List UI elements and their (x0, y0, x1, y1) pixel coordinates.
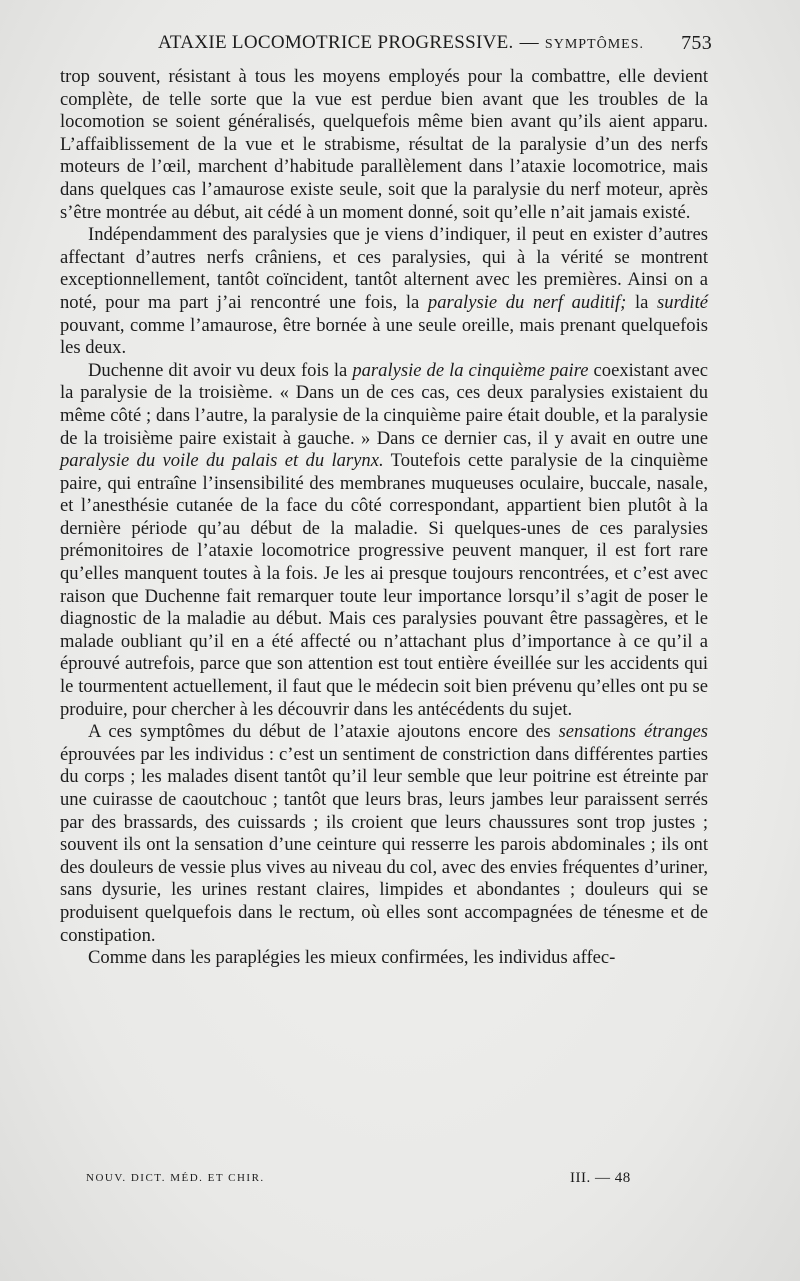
italic-run: paralysie du nerf auditif; (427, 291, 627, 313)
running-title (158, 32, 644, 54)
volume-signature: III. — 48 (570, 1170, 631, 1186)
text-run: pouvant, comme l’amaurose, être bornée à une seule oreille, mais prenant quelquefois les deux. (60, 314, 708, 359)
italic-run: surdité (657, 291, 709, 313)
text-run: la (626, 291, 658, 313)
italic-run: sensations étranges (558, 721, 708, 743)
page-number: 753 (681, 32, 712, 54)
running-header (60, 26, 712, 60)
italic-run: paralysie du voile du palais et du larynx. (60, 450, 384, 472)
text-run: Toutefois cette paralysie de la cinquième paire, qui entraîne l’insensibilité des membranes muqueuses oculaire, buccale, nasale, et l’anesthésie cutanée de la face du côté correspondant, appartient bien plutôt à la dernière période qu’au début de la maladie. Si quelques-unes de ces paralysies prémonitoires de l’ataxie locomotrice progressive peuvent manquer, il est fort rare qu’elles manquent toutes à la fois. Je les ai presque toujours rencontrées, et c’est avec raison que Duchenne fait remarquer toute leur importance lorsqu’il s’agit de poser le diagnostic de la maladie au début. Mais ces paralysies pouvant être passagères, et le malade oubliant qu’il en a été affecté ou n’attachant plus d’importance à ce qu’il a éprouvé autrefois, parce que son attention est tout entière éveillée sur les accidents qui le tourmentent actuellement, il faut que le médecin soit bien prévenu qu’elles ont pu se produire, pour chercher à les découvrir dans les antécédents du sujet. (60, 450, 708, 720)
text-run: Indépendamment des paralysies que je viens d’indiquer, il peut en exister d’autres affectant d’autres nerfs crâniens, et ces paralysies, qui à la vérité se montrent exceptionnellement, tantôt coïncident, tantôt alternent avec les premières. Ainsi on a noté, pour ma part j’ai rencontré une fois, la (60, 224, 708, 313)
text-run: trop souvent, résistant à tous les moyens employés pour la combattre, elle devient complète, de telle sorte que la vue est perdue bien avant que les troubles de la locomotion se soient généralisés, quelquefois même bien avant qu’ils aient apparu. L’affaiblissement de la vue et le strabisme, résultat de la paralysie d’un des nerfs moteurs de l’œil, marchent d’habitude parallèlement dans l’ataxie locomotrice, mais dans quelques cas l’amaurose existe seule, soit que la paralysie du nerf moteur, après s’être montrée au début, ait cédé à un moment donné, soit qu’elle n’ait jamais existé. (60, 66, 708, 223)
running-title-text: ATAXIE LOCOMOTRICE PROGRESSIVE. (158, 32, 514, 53)
page-footer (86, 1170, 646, 1190)
paragraph (60, 66, 708, 224)
body-text (60, 66, 708, 970)
text-run: Comme dans les paraplégies les mieux confirmées, les individus affec- (88, 947, 616, 969)
header-dash: — (519, 32, 539, 53)
running-section: SYMPTÔMES. (544, 37, 645, 52)
paragraph (60, 721, 708, 947)
italic-run: paralysie de la cinquième paire (352, 359, 589, 381)
printer-signature: NOUV. DICT. MÉD. ET CHIR. (86, 1172, 265, 1184)
text-run: coexistant avec la paralysie de la troisième. « Dans un de ces cas, ces deux paralysies existaient du même côté ; dans l’autre, la paralysie de la cinquième paire était double, et la paralysie de la troisième paire existait à gauche. » Dans ce dernier cas, il y avait en outre une (60, 359, 708, 449)
paragraph (60, 360, 708, 722)
text-run: A ces symptômes du début de l’ataxie ajoutons encore des (88, 721, 559, 743)
text-run: Duchenne dit avoir vu deux fois la (88, 359, 353, 381)
paragraph (60, 947, 708, 970)
text-run: éprouvées par les individus : c’est un sentiment de constriction dans différentes parties du corps ; les malades disent tantôt qu’il leur semble que leur poitrine est étreinte par une cuirasse de caoutchouc ; tantôt que leurs bras, leurs jambes leur paraissent serrés par des brassards, des cuissards ; ils croient que leurs chaussures sont trop justes ; souvent ils ont la sensation d’une ceinture qui resserre les parois abdominales ; ils ont des douleurs de vessie plus vives au niveau du col, avec des envies fréquentes d’uriner, sans dysurie, les urines restant claires, limpides et abondantes ; douleurs qui se produisent quelquefois dans le rectum, où elles sont accompagnées de ténesme et de constipation. (60, 743, 708, 946)
paragraph (60, 224, 708, 360)
